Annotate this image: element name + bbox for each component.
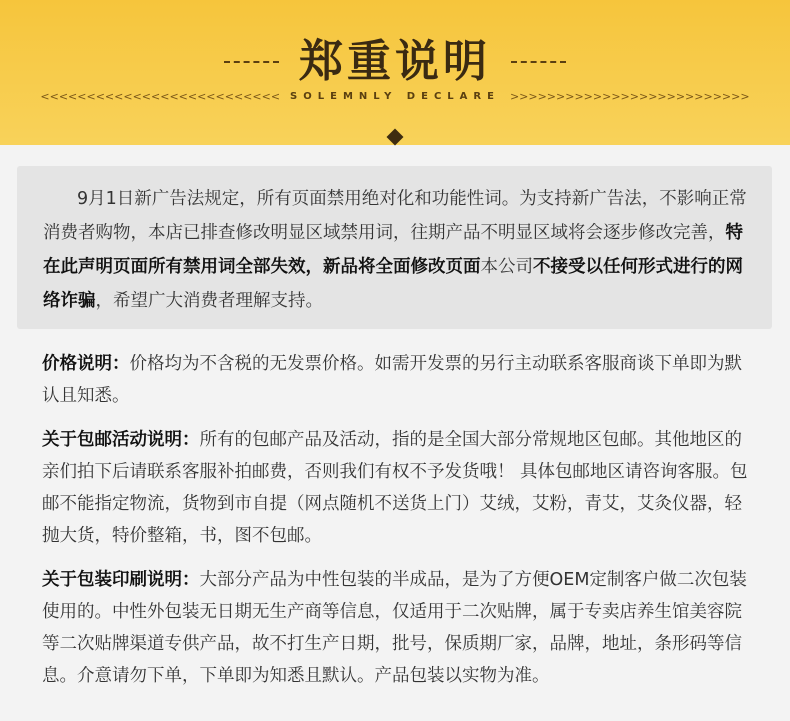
- section-shipping-text: 所有的包邮产品及活动，指的是全国大部分常规地区包邮。其他地区的亲们拍下后请联系客服补拍邮费，否则我们有权不予发货哦！ 具体包邮地区请咨询客服。包邮不能指定物流，货物到市自提（网点随机不送货上门）艾绒，艾粉，青艾，艾灸仪器，轻抛大货，特价整箱，书，图不包邮。: [42, 430, 748, 546]
- diamond-icon: [387, 129, 404, 146]
- section-shipping-label: 关于包邮活动说明：: [42, 430, 200, 450]
- title-row: [0, 34, 790, 90]
- notice-bold-2: 不接受以任何形式进行的网络诈骗: [43, 257, 743, 311]
- notice-text-3: ，希望广大消费者理解支持。: [95, 291, 323, 311]
- notice-paragraph: [43, 182, 748, 318]
- section-price-label: 价格说明：: [42, 354, 130, 374]
- chevrons-left: <<<<<<<<<<<<<<<<<<<<<<<<<<: [40, 90, 281, 103]
- notice-box: [17, 166, 772, 329]
- section-packaging: [42, 564, 757, 692]
- page-subtitle: SOLEMNLY DECLARE: [290, 91, 500, 102]
- chevrons-right: >>>>>>>>>>>>>>>>>>>>>>>>>>: [509, 90, 750, 103]
- section-packaging-text: 大部分产品为中性包装的半成品，是为了方便OEM定制客户做二次包装使用的。中性外包装无日期无生产商等信息，仅适用于二次贴牌，属于专卖店养生馆美容院等二次贴牌渠道专供产品，故不打生产日期，批号，保质期厂家，品牌，地址，条形码等信息。介意请勿下单，下单即为知悉且默认。产品包装以实物为准。: [42, 570, 747, 686]
- section-price-text: 价格均为不含税的无发票价格。如需开发票的另行主动联系客服商谈下单即为默认且知悉。: [42, 354, 742, 406]
- subtitle-row: [0, 90, 790, 103]
- notice-bold-1: 特在此声明页面所有禁用词全部失效，新品将全面修改页面: [43, 223, 743, 277]
- section-packaging-label: 关于包装印刷说明：: [42, 570, 200, 590]
- title-divider-right: [511, 61, 566, 63]
- section-shipping: [42, 424, 757, 552]
- title-divider-left: [224, 61, 279, 63]
- page-title: 郑重说明: [299, 36, 491, 87]
- sections: [42, 348, 757, 704]
- notice-text-2: 本公司: [480, 257, 533, 277]
- section-price: [42, 348, 757, 412]
- header-banner: [0, 0, 790, 145]
- notice-text-1: 9月1日新广告法规定，所有页面禁用绝对化和功能性词。为支持新广告法，不影响正常消费者购物，本店已排查修改明显区域禁用词，往期产品不明显区域将会逐步修改完善，: [43, 189, 747, 243]
